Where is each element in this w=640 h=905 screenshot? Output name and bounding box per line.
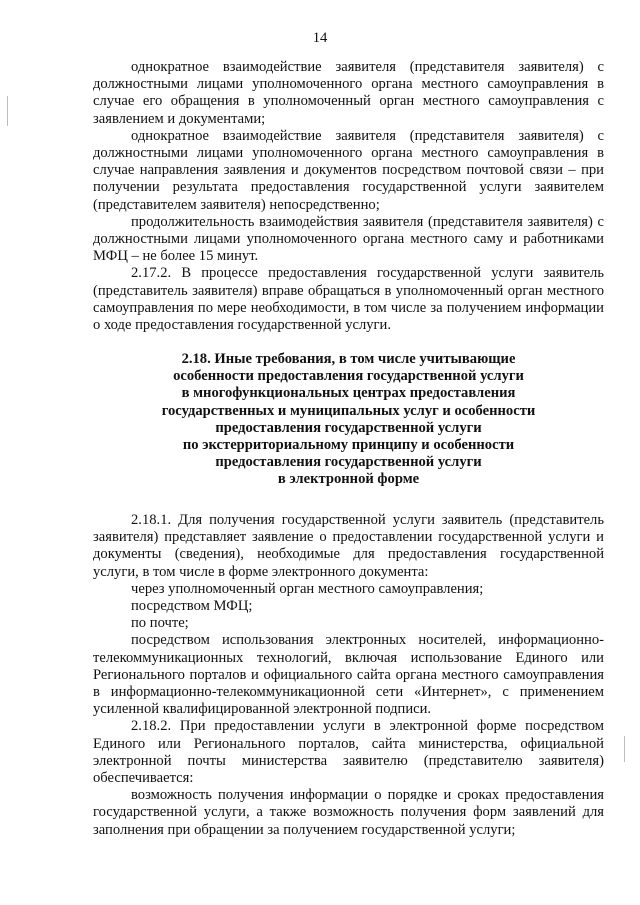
paragraph-2-18-2: 2.18.2. При предоставлении услуги в электронной форме посредством Единого или Регионального порталов, сайта министерства, официальной электронной почты министерства заявителю (представителю заявителя) обеспечивается:	[93, 718, 604, 787]
paragraph-interaction-by-mail: однократное взаимодействие заявителя (представителя заявителя) с должностными лицами уполномоченного органа местного самоуправления в случае направления заявления и документов посредством почтовой связи – при получении результата предоставления государственной услуги заявителем (представителем заявителя) непосредственно;	[93, 127, 604, 213]
heading-line: по экстерриториальному принципу и особенности	[182, 437, 515, 454]
list-item-local-authority: через уполномоченный орган местного самоуправления;	[131, 580, 484, 597]
list-item-information-access: возможность получения информации о порядке и сроках предоставления государственной услуги, а также возможность получения форм заявлений для заполнения при обращении за получением государственной услуги;	[93, 787, 604, 838]
heading-line: особенности предоставления государственной услуги	[173, 368, 524, 385]
heading-line: 2.18. Иные требования, в том числе учитывающие	[181, 351, 516, 367]
page-number: 14	[312, 30, 328, 46]
list-item-electronic: посредством использования электронных носителей, информационно-телекоммуникационных технологий, включая использование Единого или Регионального порталов и официального сайта органа местного самоуправления в информационно-телекоммуникационной сети «Интернет», с применением усиленной квалифицированной электронной подписи.	[93, 632, 604, 718]
heading-line: в многофункциональных центрах предоставления	[181, 385, 516, 402]
heading-line: предоставления государственной услуги	[215, 454, 482, 471]
heading-line: предоставления государственной услуги	[215, 419, 482, 436]
top-text-block	[93, 59, 604, 334]
heading-line: в электронной форме	[277, 471, 420, 488]
paragraph-interaction-duration: продолжительность взаимодействия заявителя (представителя заявителя) с должностными лицами уполномоченного органа местного саму и работниками МФЦ – не более 15 минут.	[93, 213, 604, 265]
paragraph-interaction-in-person: однократное взаимодействие заявителя (представителя заявителя) с должностными лицами уполномоченного органа местного самоуправления в случае его обращения в уполномоченный орган местного самоуправления с заявлением и документами;	[93, 59, 604, 127]
section-text-block	[93, 512, 604, 839]
heading-line: государственных и муниципальных услуг и особенности	[161, 402, 536, 419]
paragraph-2-17-2: 2.17.2. В процессе предоставления государственной услуги заявитель (представитель заявителя) вправе обращаться в уполномоченный орган местного самоуправления по мере необходимости, в том числе за получением информации о ходе предоставления государственной услуги.	[93, 265, 604, 334]
scan-margin-mark-left	[7, 96, 8, 126]
scan-margin-mark-right	[624, 736, 625, 762]
section-heading-2-18	[93, 351, 604, 489]
list-item-mfc: посредством МФЦ;	[131, 598, 253, 615]
paragraph-2-18-1: 2.18.1. Для получения государственной услуги заявитель (представитель заявителя) представляет заявление о предоставлении государственной услуги и документы (сведения), необходимые для предоставления государственной услуги, в том числе в форме электронного документа:	[93, 512, 604, 580]
list-item-mail: по почте;	[131, 615, 189, 632]
